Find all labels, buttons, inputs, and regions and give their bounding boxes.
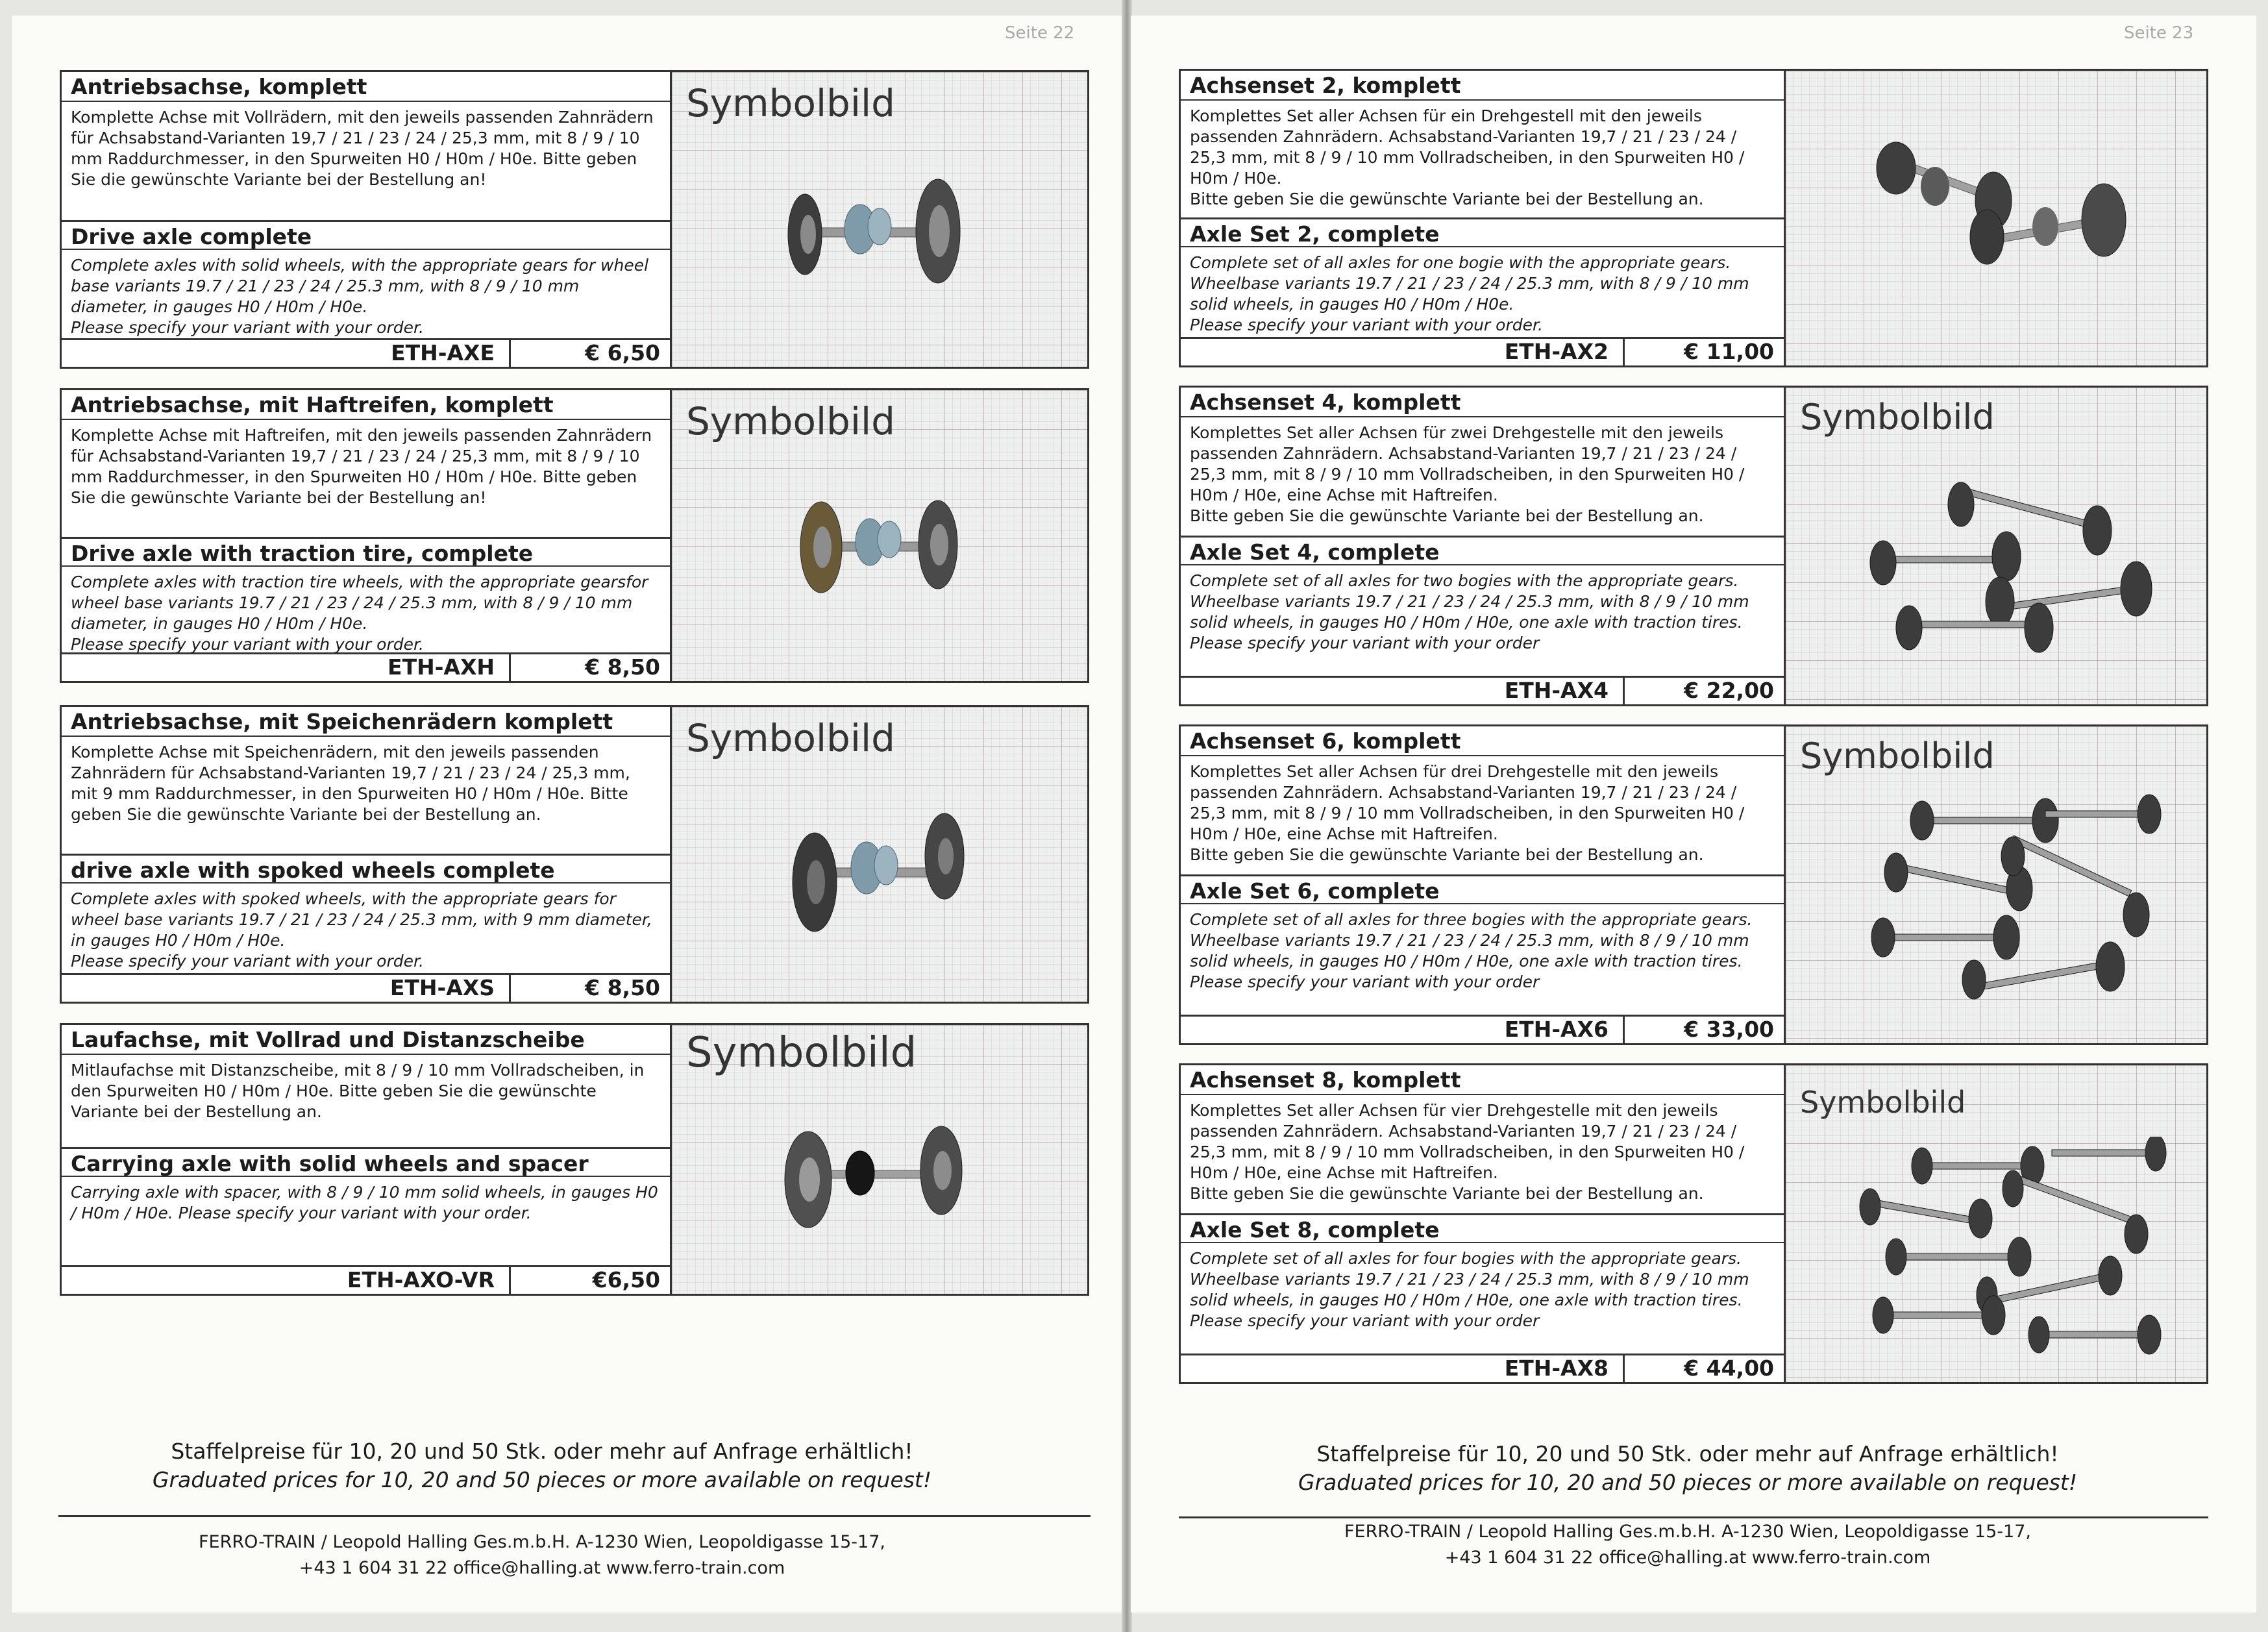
product-code: ETH-AX4 <box>1181 678 1625 704</box>
product-price: €6,50 <box>592 1267 660 1292</box>
image-label: Symbolbild <box>686 1029 917 1077</box>
product-card <box>60 70 1089 369</box>
product-desc-en-text: Complete set of all axles for three bogies with the appropriate gears. Wheelbase variants 19.7 / 21 / 23 / 24 / 25.3 mm, with 8 / 9 / 10 mm solid wheels, in gauges H0 / H0m / H0e, one axle with traction tires. <box>1190 910 1753 971</box>
image-label: Symbolbild <box>1800 1085 1966 1120</box>
product-desc-en-text: Complete axles with spoked wheels, with the appropriate gears for wheel base variants 19.7 / 21 / 23 / 24 / 25.3 mm, with 9 mm diameter, in gauges H0 / H0m / H0e. <box>71 889 652 950</box>
product-desc-en <box>62 567 670 655</box>
product-price: € 8,50 <box>585 654 660 680</box>
product-note-en: Please specify your variant with your order. <box>1190 315 1543 334</box>
product-desc-de <box>1181 1095 1784 1213</box>
footer-divider <box>1179 1516 2208 1518</box>
company-address <box>110 1529 974 1581</box>
product-order-row <box>1181 1354 1786 1382</box>
product-photo <box>672 707 1087 1002</box>
product-price: € 33,00 <box>1684 1017 1774 1042</box>
product-photo <box>672 72 1087 367</box>
product-text <box>62 390 672 681</box>
contact-line: +43 1 604 31 22 office@halling.at www.ferro-train.com <box>1444 1548 1931 1568</box>
product-price: € 44,00 <box>1684 1355 1774 1381</box>
product-order-row <box>62 652 672 681</box>
product-title-en: Carrying axle with solid wheels and spacer <box>62 1147 670 1177</box>
product-desc-de: Mitlaufachse mit Distanzscheibe, mit 8 / 9 / 10 mm Vollradscheiben, in den Spurweiten H0 / H0m / H0e. Bitte geben Sie die gewünschte Variante bei der Bestellung an. <box>71 1061 645 1121</box>
price-note-de: Staffelpreise für 10, 20 und 50 Stk. oder mehr auf Anfrage erhältlich! <box>1316 1441 2059 1466</box>
product-title-de: Achsenset 8, komplett <box>1181 1065 1784 1095</box>
price-note <box>1227 1440 2149 1497</box>
product-title-de: Achsenset 2, komplett <box>1181 71 1784 101</box>
image-label: Symbolbild <box>686 399 895 443</box>
product-desc-de: Komplette Achse mit Vollrädern, mit den jeweils passenden Zahnrädern für Achsabstand-Varianten 19,7 / 21 / 23 / 24 / 25,3 mm, mit 8 / 9 / 10 mm Raddurchmesser, in den Spurweiten H0 / H0m / H0e. Bitte geben Sie die gewünschte Variante bei der Bestellung an! <box>71 108 654 189</box>
product-photo <box>672 1025 1087 1294</box>
product-order-row <box>62 973 672 1002</box>
axle-set-photo <box>1851 465 2175 673</box>
product-title-de: Antriebsachse, mit Haftreifen, komplett <box>62 390 670 420</box>
price-note <box>110 1437 974 1494</box>
product-card <box>1179 69 2208 367</box>
product-card <box>60 705 1089 1004</box>
product-order-row <box>62 1265 672 1294</box>
product-note-en: Please specify your variant with your order. <box>71 318 424 337</box>
product-photo <box>1786 1065 2206 1382</box>
product-order-row <box>1181 676 1786 704</box>
axle-photo <box>782 475 977 624</box>
product-photo <box>672 390 1087 681</box>
page-number: Seite 23 <box>2124 23 2194 43</box>
image-label: Symbolbild <box>1800 736 1995 776</box>
product-code: ETH-AXS <box>62 975 511 1002</box>
product-text <box>1181 726 1786 1043</box>
axle-set-photo <box>1851 129 2149 298</box>
product-desc-en <box>1181 247 1784 338</box>
axle-photo <box>763 1103 983 1252</box>
product-card <box>1179 1063 2208 1384</box>
product-desc-en-text: Complete axles with solid wheels, with the appropriate gears for wheel base variants 19.7 / 21 / 23 / 24 / 25.3 mm, with 8 / 9 / 10 mm diameter, in gauges H0 / H0m / H0e. <box>71 256 649 316</box>
axle-set-photo <box>1851 791 2175 1019</box>
product-title-de: Achsenset 6, komplett <box>1181 726 1784 756</box>
product-code: ETH-AXE <box>62 340 511 367</box>
product-desc-de: Komplette Achse mit Speichenrädern, mit den jeweils passenden Zahnrädern für Achsabstand-Varianten 19,7 / 21 / 23 / 24 / 25,3 mm, mit 9 mm Raddurchmesser, in den Spurweiten H0 / H0m / H0e. Bitte geben Sie die gewünschte Variante bei der Bestellung an. <box>71 743 630 824</box>
product-note-en: Please specify your variant with your order. <box>71 635 424 654</box>
product-card <box>1179 724 2208 1045</box>
product-title-en: Drive axle complete <box>62 220 670 250</box>
contact-line: +43 1 604 31 22 office@halling.at www.ferro-train.com <box>299 1558 785 1578</box>
address-line: FERRO-TRAIN / Leopold Halling Ges.m.b.H. A-1230 Wien, Leopoldigasse 15-17, <box>199 1532 885 1552</box>
image-label: Symbolbild <box>1800 397 1995 438</box>
product-desc-en-text: Complete set of all axles for one bogie with the appropriate gears. Wheelbase variants 19.7 / 21 / 23 / 24 / 25.3 mm, with 8 / 9 / 10 mm solid wheels, in gauges H0 / H0m / H0e. <box>1190 253 1749 314</box>
product-desc-en-text: Carrying axle with spacer, with 8 / 9 / 10 mm solid wheels, in gauges H0 / H0m / H0e. Please specify your variant with your order. <box>71 1183 658 1222</box>
product-desc-en-text: Complete set of all axles for four bogies with the appropriate gears. Wheelbase variants 19.7 / 21 / 23 / 24 / 25.3 mm, with 8 / 9 / 10 mm solid wheels, in gauges H0 / H0m / H0e, one axle with traction tires. <box>1190 1249 1749 1309</box>
product-note-de: Bitte geben Sie die gewünschte Variante bei der Bestellung an. <box>1190 845 1704 864</box>
product-desc-en <box>1181 904 1784 1016</box>
product-desc-en <box>62 1177 670 1268</box>
footer-divider <box>58 1515 1091 1517</box>
axle-photo <box>769 791 983 954</box>
product-price: € 22,00 <box>1684 678 1774 703</box>
company-address <box>1227 1519 2149 1571</box>
address-line: FERRO-TRAIN / Leopold Halling Ges.m.b.H. A-1230 Wien, Leopoldigasse 15-17, <box>1344 1522 2031 1542</box>
product-desc-de <box>1181 756 1784 874</box>
product-code: ETH-AX6 <box>1181 1017 1625 1043</box>
product-text <box>1181 71 1786 365</box>
product-desc-en-text: Complete set of all axles for two bogies with the appropriate gears. Wheelbase variants 19.7 / 21 / 23 / 24 / 25.3 mm, with 8 / 9 / 10 mm solid wheels, in gauges H0 / H0m / H0e, one axle with traction tires. <box>1190 571 1749 632</box>
product-order-row <box>1181 337 1786 365</box>
product-text <box>62 1025 672 1294</box>
page-number: Seite 22 <box>1005 23 1075 43</box>
product-note-de: Bitte geben Sie die gewünschte Variante bei der Bestellung an. <box>1190 1184 1704 1203</box>
product-order-row <box>1181 1015 1786 1043</box>
product-note-de: Bitte geben Sie die gewünschte Variante bei der Bestellung an. <box>1190 190 1704 208</box>
product-note-en: Please specify your variant with your order. <box>71 952 424 971</box>
product-title-de: Achsenset 4, komplett <box>1181 388 1784 417</box>
product-title-en: Drive axle with traction tire, complete <box>62 537 670 567</box>
price-note-en: Graduated prices for 10, 20 and 50 pieces or more available on request! <box>152 1467 932 1492</box>
product-price: € 11,00 <box>1684 339 1774 364</box>
product-desc-de: Komplette Achse mit Haftreifen, mit den jeweils passenden Zahnrädern für Achsabstand-Varianten 19,7 / 21 / 23 / 24 / 25,3 mm, mit 8 / 9 / 10 mm Raddurchmesser, in den Spurweiten H0 / H0m / H0e. Bitte geben Sie die gewünschte Variante bei der Bestellung an! <box>71 426 652 507</box>
product-desc-en <box>62 250 670 341</box>
product-title-en: Axle Set 6, complete <box>1181 874 1784 904</box>
product-code: ETH-AX2 <box>1181 339 1625 365</box>
product-desc-de <box>1181 417 1784 536</box>
product-card <box>60 1023 1089 1296</box>
product-desc-de-text: Komplettes Set aller Achsen für zwei Drehgestelle mit den jeweils passenden Zahnrädern. Achsabstand-Varianten 19,7 / 21 / 23 / 24 / 25,3 mm, mit 8 / 9 / 10 mm Vollradscheiben, in den Spurweiten H0 / H0m / H0e, eine Achse mit Haftreifen. <box>1190 423 1745 504</box>
product-title-de: Antriebsachse, komplett <box>62 72 670 102</box>
product-desc-de-text: Komplettes Set aller Achsen für vier Drehgestelle mit den jeweils passenden Zahnrädern. Achsabstand-Varianten 19,7 / 21 / 23 / 24 / 25,3 mm, mit 8 / 9 / 10 mm Vollradscheiben, in den Spurweiten H0 / H0m / H0e, eine Achse mit Haftreifen. <box>1190 1101 1745 1182</box>
axle-photo <box>769 156 983 319</box>
image-label: Symbolbild <box>686 716 895 760</box>
product-photo <box>1786 71 2206 365</box>
product-title-en: Axle Set 8, complete <box>1181 1213 1784 1243</box>
product-title-de: Antriebsachse, mit Speichenrädern komplett <box>62 707 670 737</box>
product-desc-en <box>1181 565 1784 677</box>
price-note-en: Graduated prices for 10, 20 and 50 pieces or more available on request! <box>1298 1470 2078 1495</box>
axle-set-photo <box>1838 1137 2175 1364</box>
product-desc-en-text: Complete axles with traction tire wheels, with the appropriate gearsfor wheel base variants 19.7 / 21 / 23 / 24 / 25.3 mm, with 8 / 9 / 10 mm diameter, in gauges H0 / H0m / H0e. <box>71 573 648 633</box>
product-code: ETH-AXO-VR <box>62 1267 511 1294</box>
product-note-de: Bitte geben Sie die gewünschte Variante bei der Bestellung an. <box>1190 506 1704 525</box>
product-title-en: Axle Set 4, complete <box>1181 536 1784 565</box>
product-text <box>62 72 672 367</box>
product-desc-de-text: Komplettes Set aller Achsen für ein Drehgestell mit den jeweils passenden Zahnrädern. Achsabstand-Varianten 19,7 / 21 / 23 / 24 / 25,3 mm, mit 8 / 9 / 10 mm Vollradscheiben, in den Spurweiten H0 / H0m / H0e. <box>1190 106 1745 188</box>
product-note-en: Please specify your variant with your order <box>1190 634 1540 652</box>
product-desc-en <box>62 884 670 974</box>
product-order-row <box>62 338 672 367</box>
image-label: Symbolbild <box>686 81 895 125</box>
product-price: € 8,50 <box>585 975 660 1000</box>
product-code: ETH-AXH <box>62 654 511 681</box>
product-title-en: Axle Set 2, complete <box>1181 217 1784 247</box>
product-code: ETH-AX8 <box>1181 1355 1625 1382</box>
product-title-en: drive axle with spoked wheels complete <box>62 854 670 884</box>
product-title-de: Laufachse, mit Vollrad und Distanzscheibe <box>62 1025 670 1055</box>
product-note-en: Please specify your variant with your order <box>1190 1311 1540 1330</box>
product-price: € 6,50 <box>585 340 660 365</box>
product-photo <box>1786 388 2206 704</box>
product-text <box>1181 1065 1786 1382</box>
product-desc-de-text: Komplettes Set aller Achsen für drei Drehgestelle mit den jeweils passenden Zahnrädern. Achsabstand-Varianten 19,7 / 21 / 23 / 24 / 25,3 mm, mit 8 / 9 / 10 mm Vollradscheiben, in den Spurweiten H0 / H0m / H0e, eine Achse mit Haftreifen. <box>1190 762 1745 843</box>
product-text <box>1181 388 1786 704</box>
product-card <box>60 388 1089 683</box>
price-note-de: Staffelpreise für 10, 20 und 50 Stk. oder mehr auf Anfrage erhältlich! <box>171 1439 913 1464</box>
product-text <box>62 707 672 1002</box>
product-note-en: Please specify your variant with your order <box>1190 972 1540 991</box>
product-card <box>1179 386 2208 706</box>
product-desc-de <box>1181 101 1784 217</box>
product-photo <box>1786 726 2206 1043</box>
product-desc-en <box>1181 1243 1784 1355</box>
